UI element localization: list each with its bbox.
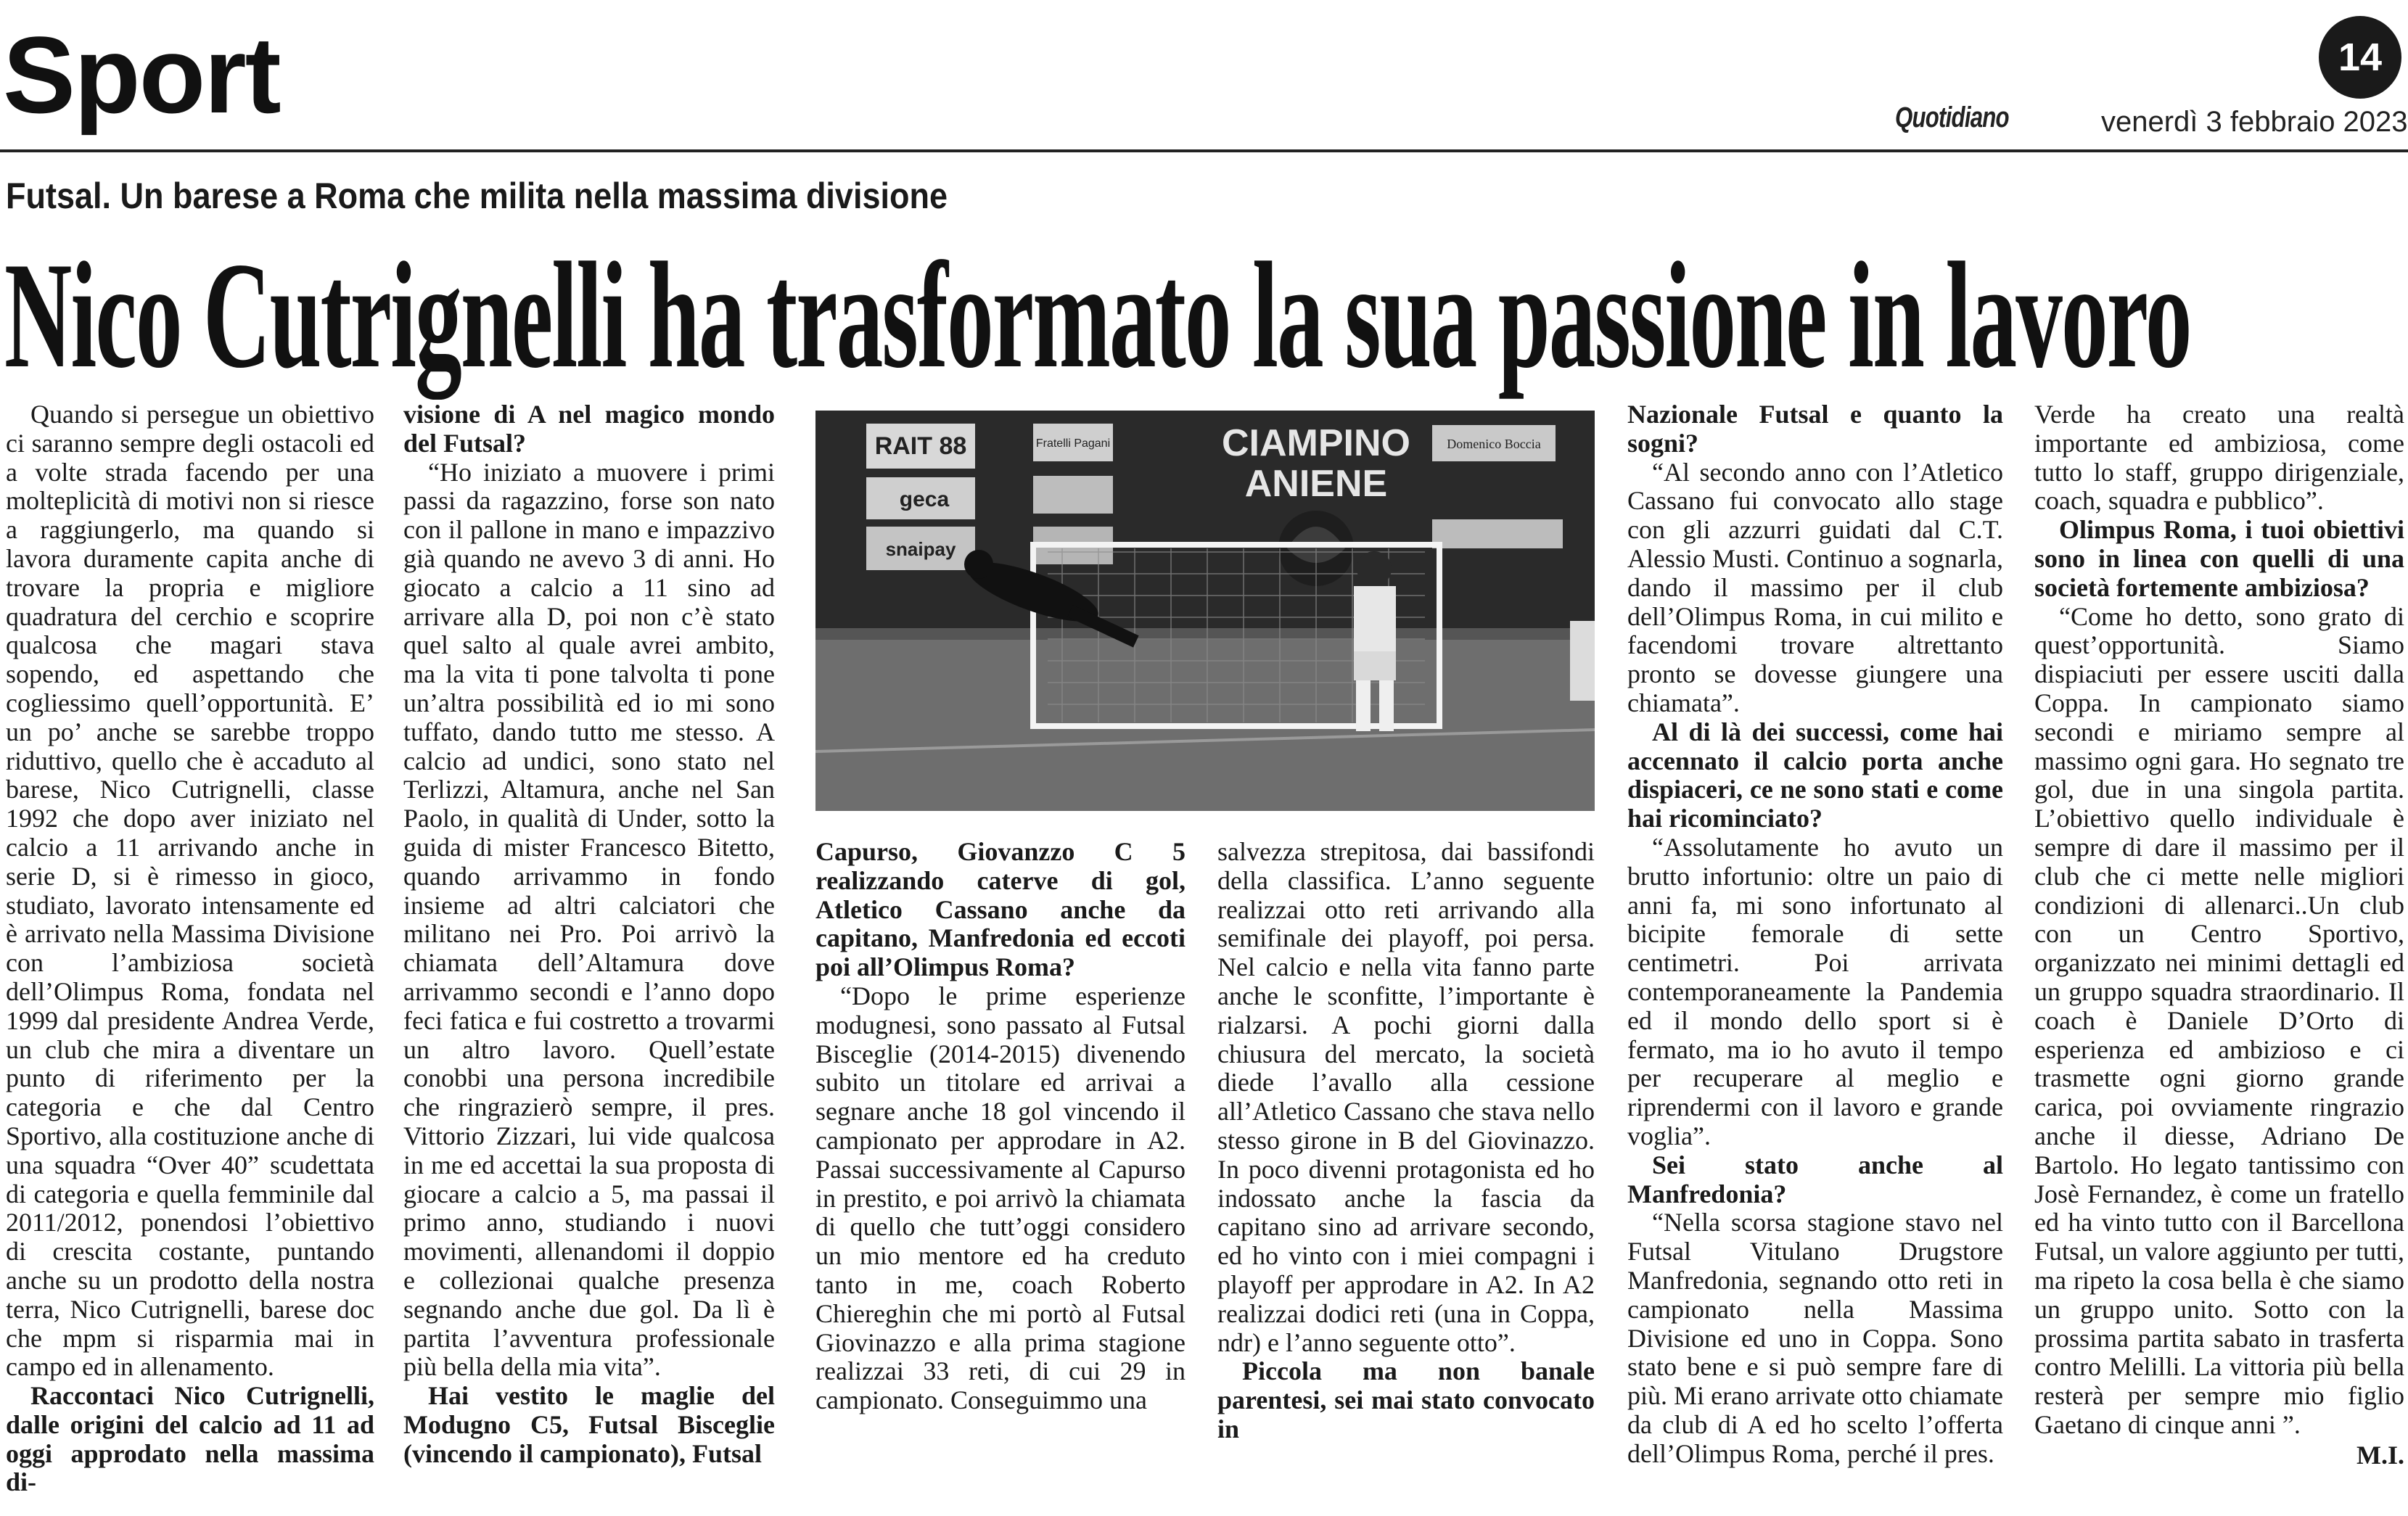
article-column-4 <box>1217 838 1595 1516</box>
paragraph: “Dopo le prime esperienze modugnesi, sono passato al Futsal Bisceglie (2014-2015) divenendo subito un titolare ed arrivai a segnare anche 18 gol vincendo il campionato per approdare in A2. Passai successivamente al Capurso in prestito, e poi arrivò la chiamata di quello che tutt’oggi considero un mio mentore ed ha creduto tanto in me, coach Roberto Chiereghin che mi portò al Futsal Giovinazzo e alla prima stagione realizzai 33 reti, di cui 29 in campionato. Conseguimmo una <box>815 981 1185 1415</box>
sponsor-boccia: Domenico Boccia <box>1447 437 1541 451</box>
paragraph: Quando si persegue un obiettivo ci saranno sempre degli ostacoli ed a volte strada facendo per una molteplicità di motivi non si riesce a raggiungerlo, ma quando si lavora duramente capita anche di trovare la propria e migliore quadratura del cerchio e scoprire qualcosa che magari stava sopendo, ed aspettando che cogliessimo quell’opportunità. E’ un po’ anche se sarebbe troppo riduttivo, quello che è accaduto al barese, Nico Cutrignelli, classe 1992 che dopo aver iniziato nel calcio a 11 arrivando anche in serie D, si è rimesso in gioco, studiato, lavorato intensamente ed è arrivato nella Massima Divisione con l’ambiziosa società dell’Olimpus Roma, fondata nel 1999 dal presidente Andrea Verde, un club che mira a diventare un punto di riferimento per la categoria e che dal Centro Sportivo, alla costituzione anche di una squadra “Over 40” scudettata di categoria e quella femminile dal 2011/2012, ponendosi l’obiettivo di crescita costante, puntando anche su un prodotto della nostra terra, Nico Cutrignelli, barese doc che mpm si risparmia mai in campo ed in allenamento. <box>6 400 374 1382</box>
article-kicker: Futsal. Un barese a Roma che milita nella massima divisione <box>6 176 948 216</box>
match-photo <box>815 411 1595 811</box>
byline: M.I. <box>2356 1440 2404 1470</box>
publication-name: Quotidiano <box>1895 102 2009 133</box>
sponsor-rait: RAIT 88 <box>874 432 967 460</box>
paragraph: “Assolutamente ho avuto un brutto infortunio: oltre un paio di anni fa, mi sono infortunato al bicipite femorale di sette centimetri. Poi arrivata contemporaneamente la Pandemia ed il mondo dello sport si è fermato, ma io ho avuto il tempo per recuperare al meglio e riprendermi con il lavoro e grande voglia”. <box>1627 832 2003 1150</box>
article-column-5 <box>1627 400 2003 1516</box>
sponsor-pagani: Fratelli Pagani <box>1035 437 1111 450</box>
sponsor-snaipay: snaipay <box>885 538 956 560</box>
masthead-divider <box>0 149 2408 152</box>
page-number-badge: 14 <box>2319 16 2401 99</box>
paragraph: Verde ha creato una realtà importante ed ambiziosa, come tutto lo staff, gruppo dirigenziale, coach, squadra e pubblico”. <box>2034 400 2404 516</box>
interview-question: Hai vestito le maglie del Modugno C5, Futsal Bisceglie (vincendo il campionato), Futsal <box>403 1381 775 1468</box>
article-column-2 <box>403 400 775 1516</box>
article-column-3 <box>815 838 1185 1516</box>
interview-question: Olimpus Roma, i tuoi obiettivi sono in linea con quelli di una società fortemente ambiziosa? <box>2034 515 2404 602</box>
article-headline: Nico Cutrignelli ha trasformato la sua passione in lavoro <box>4 231 2191 400</box>
interview-question: Capurso, Giovanzzo C 5 realizzando caterve di gol, Atletico Cassano anche da capitano, Manfredonia ed eccoti poi all’Olimpus Roma? <box>815 838 1185 982</box>
interview-question: Nazionale Futsal e quanto la sogni? <box>1627 400 2003 458</box>
paragraph: “Come ho detto, sono grato di quest’opportunità. Siamo dispiaciuti per essere usciti dalla Coppa. In campionato siamo secondi e miriamo sempre al massimo ogni gara. Ho segnato tre gol, due in una singola partita. L’obiettivo quello individuale è sempre di dare il massimo per il club che ci mette nelle migliori condizioni di allenarci..Un club con un Centro Sportivo, organizzato nei minimi dettagli ed un gruppo squadra straordinario. Il coach è Daniele D’Orto di esperienza ed ambizioso e ci trasmette ogni giorno grande carica, poi ovviamente ringrazio anche il diesse, Adriano De Bartolo. Ho legato tantissimo con Josè Fernandez, è come un fratello ed ha vinto tutto con il Barcellona Futsal, un valore aggiunto per tutti, ma ripeto la cosa bella è che siamo un gruppo unito. Sotto con la prossima partita sabato in trasferta contro Melilli. La vittoria più bella resterà per sempre mio figlio Gaetano di cinque anni ”. <box>2034 601 2404 1439</box>
banner-text-top: CIAMPINO <box>1222 422 1410 464</box>
interview-question: Piccola ma non banale parentesi, sei mai stato convocato in <box>1217 1356 1595 1443</box>
interview-question: Sei stato anche al Manfredonia? <box>1627 1150 2003 1208</box>
paragraph: salvezza strepitosa, dai bassifondi della classifica. L’anno seguente realizzai otto reti arrivando alla semifinale dei playoff, poi persa. Nel calcio e nella vita fanno parte anche le sconfitte, l’importante è rialzarsi. A pochi giorni dalla chiusura del mercato, la società diede l’avallo alla cessione all’Atletico Cassano che stava nello stesso girone in B del Giovinazzo. In poco divenni protagonista ed ho indossato anche la fascia da capitano sino ad arrivare secondo, ed ho vinto con i miei compagni i playoff per approdare in A2. In A2 realizzai dodici reti (una in Coppa, ndr) e l’anno seguente otto”. <box>1217 838 1595 1357</box>
sponsor-geca: geca <box>899 487 950 511</box>
paragraph: “Al secondo anno con l’Atletico Cassano fui convocato allo stage con gli azzurri guidati dal C.T. Alessio Musti. Continuo a sognarla, dando il massimo per il club dell’Olimpus Roma, in cui milito e facendomi trovare altrettanto pronto se dovesse giungere una chiamata”. <box>1627 457 2003 717</box>
article-column-1 <box>6 400 374 1516</box>
paragraph: “Ho iniziato a muovere i primi passi da ragazzino, forse son nato con il pallone in mano e impazzivo già quando ne avevo 3 di anni. Ho giocato a calcio a 11 sino ad arrivare alla D, poi non c’è stato quel salto al quale avrei ambito, ma la vita ti pone talvolta ti pone un’altra possibilità ed io mi sono tuffato, dando tutto me stesso. A calcio ad undici, sono stato nel Terlizzi, Altamura, anche nel San Paolo, in qualità di Under, sotto la guida di mister Francesco Bitetto, quando arrivammo in fondo insieme ad altri calciatori che militano nei Pro. Poi arrivò la chiamata dell’Altamura dove arrivammo secondi e l’anno dopo feci fatica e fui costretto a trovarmi un altro lavoro. Quell’estate conobbi una persona incredibile che ringrazierò sempre, il pres. Vittorio Zizzari, lui vide qualcosa in me ed accettai la sua proposta di giocare a calcio a 5, ma passai il primo anno, studiando i nuovi movimenti, allenandomi il doppio e collezionai qualche presenza segnando anche due gol. Da lì è partita l’avventura professionale più bella della mia vita”. <box>403 457 775 1382</box>
paragraph: “Nella scorsa stagione stavo nel Futsal Vitulano Drugstore Manfredonia, segnando otto reti in campionato nella Massima Divisione ed uno in Coppa. Sono stato bene e si può sempre fare di più. Mi erano arrivate otto chiamate da club di A ed ho scelto l’offerta dell’Olimpus Roma, perché il pres. <box>1627 1208 2003 1468</box>
issue-date: venerdì 3 febbraio 2023 <box>2101 106 2408 138</box>
interview-question: Al di là dei successi, come hai accennato il calcio porta anche dispiaceri, ce ne sono stati e come hai ricominciato? <box>1627 717 2003 833</box>
section-title: Sport <box>3 14 280 136</box>
interview-question: Raccontaci Nico Cutrignelli, dalle origini del calcio ad 11 ad oggi approdato nella massima di- <box>6 1381 374 1497</box>
interview-question: visione di A nel magico mondo del Futsal? <box>403 400 775 458</box>
banner-text-bottom: ANIENE <box>1244 463 1388 505</box>
article-column-6 <box>2034 400 2404 1516</box>
